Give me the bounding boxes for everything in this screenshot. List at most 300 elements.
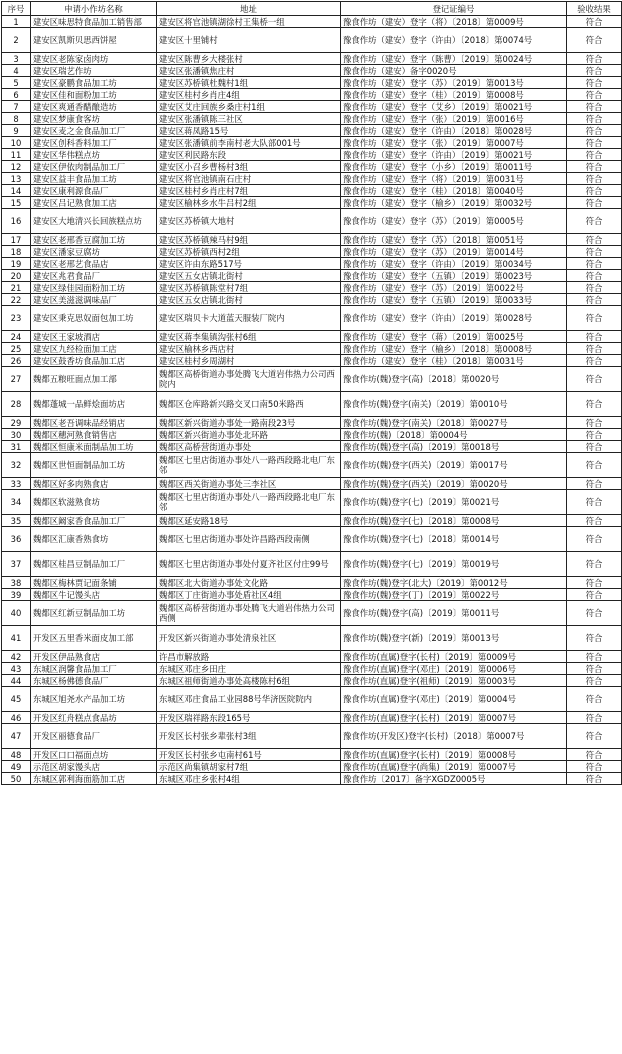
inspection-result: 符合 (567, 65, 622, 77)
workshop-address: 东城区邓庄乡田庄 (157, 663, 341, 675)
table-row (2, 478, 622, 490)
workshop-name: 魏都区穗河熟食销售店 (31, 429, 157, 441)
workshop-name: 开发区伊品熟食店 (31, 651, 157, 663)
row-number: 24 (2, 331, 31, 343)
workshop-address: 开发区长村张乡辈张村3组 (157, 724, 341, 749)
license-number: 豫食作坊(魏)登字(七)〔2018〕第0008号 (341, 515, 567, 527)
workshop-address: 魏都区新兴街道办事处北环路 (157, 429, 341, 441)
table-row (2, 149, 622, 161)
license-number: 豫食作坊(魏)登字(丁)〔2019〕第0022号 (341, 589, 567, 601)
table-row (2, 343, 622, 355)
row-number: 9 (2, 125, 31, 137)
workshop-address: 建安区将官池镇湖徐村王集桥一组 (157, 16, 341, 28)
row-number: 13 (2, 173, 31, 185)
table-row (2, 331, 622, 343)
workshop-name: 建安区美滋滋调味品厂 (31, 294, 157, 306)
table-row (2, 724, 622, 749)
workshop-name: 开发区五里香米面皮加工部 (31, 626, 157, 651)
row-number: 20 (2, 270, 31, 282)
license-number: 豫食作坊(直属)登字(尚集)〔2019〕第0007号 (341, 761, 567, 773)
inspection-result: 符合 (567, 749, 622, 761)
inspection-result: 符合 (567, 101, 622, 113)
table-row (2, 113, 622, 125)
row-number: 22 (2, 294, 31, 306)
row-number: 8 (2, 113, 31, 125)
workshop-name: 开发区丽德食品厂 (31, 724, 157, 749)
table-row (2, 663, 622, 675)
workshop-address: 建安区苏桥镇陈堂村7组 (157, 282, 341, 294)
workshop-name: 建安区兆君食品厂 (31, 270, 157, 282)
inspection-result: 符合 (567, 161, 622, 173)
workshop-name: 建安区老陈家卤肉坊 (31, 53, 157, 65)
row-number: 46 (2, 712, 31, 724)
license-number: 豫食作坊（建安）登字（将）〔2019〕第0031号 (341, 173, 567, 185)
workshop-name: 建安区潘家豆腐坊 (31, 246, 157, 258)
row-number: 37 (2, 552, 31, 577)
inspection-result: 符合 (567, 626, 622, 651)
workshop-name: 建安区鼓香坊食品加工店 (31, 355, 157, 367)
license-number: 豫食作坊(直属)登字(长村)〔2019〕第0009号 (341, 651, 567, 663)
workshop-name: 建安区绿佳园面粉加工坊 (31, 282, 157, 294)
row-number: 5 (2, 77, 31, 89)
license-number: 豫食作坊(魏)登字(西关)〔2019〕第0017号 (341, 453, 567, 478)
inspection-result: 符合 (567, 16, 622, 28)
table-row (2, 125, 622, 137)
license-number: 豫食作坊(魏)登字(南关)〔2019〕第0010号 (341, 392, 567, 417)
workshop-address: 建安区榆林乡水牛吕村2组 (157, 197, 341, 209)
workshop-name: 建安区益丰食品加工坊 (31, 173, 157, 185)
license-number: 豫食作坊(魏)登字(西关)〔2019〕第0020号 (341, 478, 567, 490)
table-row (2, 761, 622, 773)
row-number: 47 (2, 724, 31, 749)
inspection-result: 符合 (567, 173, 622, 185)
inspection-result: 符合 (567, 270, 622, 282)
workshop-name: 魏都区牛记馒头店 (31, 589, 157, 601)
row-number: 14 (2, 185, 31, 197)
row-number: 21 (2, 282, 31, 294)
row-number: 11 (2, 149, 31, 161)
table-row (2, 16, 622, 28)
workshop-name: 建安区秉克思奴面包加工坊 (31, 306, 157, 331)
license-number: 豫食作坊（建安）登字（艾乡）〔2019〕第0021号 (341, 101, 567, 113)
row-number: 25 (2, 343, 31, 355)
license-number: 豫食作坊（建安）登字（小乡）〔2019〕第0011号 (341, 161, 567, 173)
license-number: 豫食作坊(魏)登字(高)〔2019〕第0018号 (341, 441, 567, 453)
table-row (2, 687, 622, 712)
row-number: 34 (2, 490, 31, 515)
license-number: 豫食作坊(魏)〔2018〕第0004号 (341, 429, 567, 441)
row-number: 1 (2, 16, 31, 28)
table-row (2, 197, 622, 209)
workshop-name: 建安区王家坡酒店 (31, 331, 157, 343)
workshop-address: 建安区小召乡曹杨村3组 (157, 161, 341, 173)
table-row (2, 577, 622, 589)
row-number: 3 (2, 53, 31, 65)
license-number: 豫食作坊(直属)登字(长村)〔2019〕第0007号 (341, 712, 567, 724)
workshop-address: 魏都区仓库路新兴路交叉口南50米路西 (157, 392, 341, 417)
inspection-result: 符合 (567, 773, 622, 785)
inspection-result: 符合 (567, 258, 622, 270)
table-row (2, 306, 622, 331)
inspection-result: 符合 (567, 355, 622, 367)
workshop-name: 建安区豪鹏食品加工坊 (31, 77, 157, 89)
table-row (2, 651, 622, 663)
workshop-name: 魏都区阚家香食品加工厂 (31, 515, 157, 527)
workshop-address: 东城区邓庄食品工业园88号华济医院院内 (157, 687, 341, 712)
workshop-name: 魏都区老吾调味品经销店 (31, 417, 157, 429)
inspection-result: 符合 (567, 552, 622, 577)
license-number: 豫食作坊(直属)登字(长村)〔2019〕第0008号 (341, 749, 567, 761)
table-row (2, 527, 622, 552)
license-number: 豫食作坊（建安）登字（许由）〔2019〕第0034号 (341, 258, 567, 270)
table-body (2, 16, 622, 785)
row-number: 45 (2, 687, 31, 712)
workshop-address: 示范区尚集镇胡家村7组 (157, 761, 341, 773)
workshop-address: 建安区利民路东段 (157, 149, 341, 161)
license-number: 豫食作坊（建安）登字（许由）〔2019〕第0028号 (341, 306, 567, 331)
workshop-address: 魏都区高桥营街道办事处腾飞大道岩伟热力公司西侧 (157, 601, 341, 626)
workshop-name: 魏都蓬城一品鲜烩面坊店 (31, 392, 157, 417)
workshop-name: 建安区吕记熟食加工店 (31, 197, 157, 209)
table-row (2, 101, 622, 113)
row-number: 30 (2, 429, 31, 441)
inspection-result: 符合 (567, 724, 622, 749)
workshop-address: 建安区许由东路517号 (157, 258, 341, 270)
table-row (2, 246, 622, 258)
workshop-address: 东城区祖师街道办事处高楼陈村6组 (157, 675, 341, 687)
license-number: 豫食作坊（建安）登字（许由）〔2019〕第0021号 (341, 149, 567, 161)
table-row (2, 515, 622, 527)
inspection-result: 符合 (567, 331, 622, 343)
license-number: 豫食作坊（建安）登字（五镇）〔2019〕第0023号 (341, 270, 567, 282)
license-number: 豫食作坊（建安）登字（五镇）〔2019〕第0033号 (341, 294, 567, 306)
license-number: 豫食作坊（建安）登字（苏）〔2019〕第0005号 (341, 209, 567, 234)
workshop-address: 建安区十里铺村 (157, 28, 341, 53)
license-number: 豫食作坊(魏)登字(南关)〔2018〕第0027号 (341, 417, 567, 429)
workshop-name: 建安区爽通香醋酿造坊 (31, 101, 157, 113)
table-row (2, 429, 622, 441)
table-row (2, 258, 622, 270)
license-number: 豫食作坊(魏)登字(北大)〔2019〕第0012号 (341, 577, 567, 589)
table-row (2, 490, 622, 515)
license-number: 豫食作坊(魏)登字(新)〔2019〕第0013号 (341, 626, 567, 651)
license-number: 豫食作坊（建安）登字（许由）〔2018〕第0028号 (341, 125, 567, 137)
table-row (2, 137, 622, 149)
workshop-address: 东城区邓庄乡张村4组 (157, 773, 341, 785)
license-number: 豫食作坊（建安）登字（苏）〔2019〕第0014号 (341, 246, 567, 258)
table-row (2, 161, 622, 173)
header-license: 登记证编号 (341, 2, 567, 16)
workshop-address: 建安区艾庄回族乡桑庄村1组 (157, 101, 341, 113)
license-number: 豫食作坊（建安）登字（桂）〔2018〕第0031号 (341, 355, 567, 367)
table-row (2, 552, 622, 577)
table-row (2, 712, 622, 724)
workshop-address: 建安区苏桥镇西村2组 (157, 246, 341, 258)
license-number: 豫食作坊(魏)登字(七)〔2019〕第0019号 (341, 552, 567, 577)
inspection-result: 符合 (567, 197, 622, 209)
inspection-result: 符合 (567, 515, 622, 527)
inspection-result: 符合 (567, 185, 622, 197)
row-number: 40 (2, 601, 31, 626)
license-number: 豫食作坊（建安）登字（许由）〔2018〕第0074号 (341, 28, 567, 53)
row-number: 41 (2, 626, 31, 651)
table-row (2, 392, 622, 417)
workshop-name: 建安区佳和面粉加工坊 (31, 89, 157, 101)
row-number: 39 (2, 589, 31, 601)
row-number: 26 (2, 355, 31, 367)
table-row (2, 441, 622, 453)
row-number: 7 (2, 101, 31, 113)
inspection-result: 符合 (567, 113, 622, 125)
workshop-address: 建安区苏桥镇辣马村9组 (157, 234, 341, 246)
workshop-address: 魏都区延安路18号 (157, 515, 341, 527)
table-row (2, 367, 622, 392)
inspection-result: 符合 (567, 675, 622, 687)
table-row (2, 589, 622, 601)
table-row (2, 282, 622, 294)
license-number: 豫食作坊(魏)登字(七)〔2019〕第0021号 (341, 490, 567, 515)
row-number: 29 (2, 417, 31, 429)
workshop-address: 魏都区七里店街道办事处八一路西段路北电厂东邻 (157, 490, 341, 515)
inspection-result: 符合 (567, 478, 622, 490)
row-number: 15 (2, 197, 31, 209)
workshop-address: 建安区桂村乡肖庄村7组 (157, 185, 341, 197)
table-row (2, 773, 622, 785)
workshop-address: 建安区张潘镇前李南村老大队部001号 (157, 137, 341, 149)
row-number: 10 (2, 137, 31, 149)
license-number: 豫食作坊〔2017〕备字XGDZ0005号 (341, 773, 567, 785)
license-number: 豫食作坊（建安）登字（苏）〔2018〕第0051号 (341, 234, 567, 246)
row-number: 50 (2, 773, 31, 785)
license-number: 豫食作坊（建安）登字（榆乡）〔2018〕第0008号 (341, 343, 567, 355)
inspection-result: 符合 (567, 527, 622, 552)
row-number: 49 (2, 761, 31, 773)
inspection-result: 符合 (567, 651, 622, 663)
license-number: 豫食作坊(直属)登字(邓庄)〔2019〕第0004号 (341, 687, 567, 712)
license-number: 豫食作坊(直属)登字(邓庄)〔2019〕第0006号 (341, 663, 567, 675)
table-row (2, 355, 622, 367)
row-number: 38 (2, 577, 31, 589)
table-row (2, 209, 622, 234)
workshop-name: 示范区胡家馒头店 (31, 761, 157, 773)
workshop-address: 许昌市解放路 (157, 651, 341, 663)
workshop-address: 建安区瑞贝卡大道蓝天服装厂院内 (157, 306, 341, 331)
inspection-result: 符合 (567, 663, 622, 675)
inspection-result: 符合 (567, 429, 622, 441)
workshop-name: 建安区味思特食品加工销售部 (31, 16, 157, 28)
inspection-result: 符合 (567, 589, 622, 601)
workshop-address: 开发区新兴街道办事处清泉社区 (157, 626, 341, 651)
row-number: 44 (2, 675, 31, 687)
inspection-result: 符合 (567, 577, 622, 589)
license-number: 豫食作坊(开发区)登字(长村)〔2018〕第0007号 (341, 724, 567, 749)
row-number: 32 (2, 453, 31, 478)
workshop-address: 建安区五女店镇北街村 (157, 270, 341, 282)
table-row (2, 89, 622, 101)
row-number: 48 (2, 749, 31, 761)
workshop-address: 魏都区西关街道办事处三李社区 (157, 478, 341, 490)
workshop-name: 魏都区红新豆制品加工坊 (31, 601, 157, 626)
workshop-address: 建安区蒋凤路15号 (157, 125, 341, 137)
workshop-name: 建安区瑞艺作坊 (31, 65, 157, 77)
header-address: 地址 (157, 2, 341, 16)
table-row (2, 234, 622, 246)
workshop-address: 建安区五女店镇北街村 (157, 294, 341, 306)
inspection-result: 符合 (567, 209, 622, 234)
workshop-name: 魏都五粮旺面点加工部 (31, 367, 157, 392)
inspection-result: 符合 (567, 234, 622, 246)
inspection-result: 符合 (567, 149, 622, 161)
license-number: 豫食作坊(直属)登字(祖师)〔2019〕第0003号 (341, 675, 567, 687)
workshop-address: 建安区陈曹乡大楼张村 (157, 53, 341, 65)
license-number: 豫食作坊（建安）登字（蒋）〔2019〕第0025号 (341, 331, 567, 343)
row-number: 6 (2, 89, 31, 101)
workshop-name: 开发区红舟糕点食品坊 (31, 712, 157, 724)
workshop-name: 建安区创科香料加工厂 (31, 137, 157, 149)
row-number: 33 (2, 478, 31, 490)
license-number: 豫食作坊（建安）登字（榆乡）〔2019〕第0032号 (341, 197, 567, 209)
workshop-address: 开发区长村张乡屯南村61号 (157, 749, 341, 761)
inspection-result: 符合 (567, 28, 622, 53)
workshop-address: 建安区桂村乡肖庄4组 (157, 89, 341, 101)
workshop-address: 魏都区新兴街道办事处一路南段23号 (157, 417, 341, 429)
inspection-result: 符合 (567, 601, 622, 626)
license-number: 豫食作坊（建安）登字（陈曹）〔2019〕第0024号 (341, 53, 567, 65)
table-row (2, 626, 622, 651)
inspection-result: 符合 (567, 137, 622, 149)
inspection-result: 符合 (567, 712, 622, 724)
license-number: 豫食作坊（建安）登字（苏）〔2019〕第0022号 (341, 282, 567, 294)
workshop-address: 魏都区高桥街道办事处腾飞大道岩伟热力公司西院内 (157, 367, 341, 392)
row-number: 42 (2, 651, 31, 663)
table-row (2, 173, 622, 185)
workshop-name: 建安区九经检面加工店 (31, 343, 157, 355)
table-row (2, 749, 622, 761)
table-row (2, 294, 622, 306)
row-number: 19 (2, 258, 31, 270)
row-number: 31 (2, 441, 31, 453)
workshop-name: 建安区华伟糕点坊 (31, 149, 157, 161)
inspection-result: 符合 (567, 53, 622, 65)
workshop-name: 建安区伊依肉制品加工厂 (31, 161, 157, 173)
inspection-result: 符合 (567, 282, 622, 294)
row-number: 4 (2, 65, 31, 77)
workshop-name: 魏都区软滋熟食坊 (31, 490, 157, 515)
inspection-result: 符合 (567, 125, 622, 137)
workshop-name: 建安区老邢艺食品店 (31, 258, 157, 270)
workshop-name: 东城区郭利海面筋加工店 (31, 773, 157, 785)
workshop-address: 开发区瑞祥路东段165号 (157, 712, 341, 724)
workshop-name: 开发区口口福面点坊 (31, 749, 157, 761)
row-number: 2 (2, 28, 31, 53)
table-row (2, 601, 622, 626)
row-number: 18 (2, 246, 31, 258)
table-row (2, 77, 622, 89)
inspection-result: 符合 (567, 441, 622, 453)
table-row (2, 270, 622, 282)
row-number: 28 (2, 392, 31, 417)
workshop-name: 建安区康利源食品厂 (31, 185, 157, 197)
inspection-result: 符合 (567, 89, 622, 101)
inspection-result: 符合 (567, 687, 622, 712)
workshop-address: 建安区将官池镇南石庄村 (157, 173, 341, 185)
workshop-address: 魏都区七里店街道办事处八一路西段路北电厂东邻 (157, 453, 341, 478)
workshop-name: 魏都区汇康香熟食坊 (31, 527, 157, 552)
license-number: 豫食作坊（建安）登字（桂）〔2019〕第0008号 (341, 89, 567, 101)
table-row (2, 53, 622, 65)
workshop-name: 建安区梦康食客坊 (31, 113, 157, 125)
workshop-name: 魏都区好多肉熟食店 (31, 478, 157, 490)
table-header-row (2, 2, 622, 16)
license-number: 豫食作坊（建安）备字0020号 (341, 65, 567, 77)
row-number: 12 (2, 161, 31, 173)
inspection-result: 符合 (567, 761, 622, 773)
header-name: 申请小作坊名称 (31, 2, 157, 16)
license-number: 豫食作坊（建安）登字（苏）〔2019〕第0013号 (341, 77, 567, 89)
inspection-result: 符合 (567, 453, 622, 478)
workshop-name: 建安区麦之金食品加工厂 (31, 125, 157, 137)
inspection-result: 符合 (567, 343, 622, 355)
table-row (2, 185, 622, 197)
workshop-name: 魏都区桂昌豆制品加工厂 (31, 552, 157, 577)
table-row (2, 453, 622, 478)
inspection-result: 符合 (567, 490, 622, 515)
inspection-result: 符合 (567, 294, 622, 306)
inspection-result: 符合 (567, 246, 622, 258)
workshop-address: 建安区张潘镇焦庄村 (157, 65, 341, 77)
header-result: 验收结果 (567, 2, 622, 16)
workshop-name: 建安区大地清兴长回族糕点坊 (31, 209, 157, 234)
inspection-result: 符合 (567, 392, 622, 417)
inspection-result: 符合 (567, 367, 622, 392)
workshop-address: 建安区张潘镇陈三社区 (157, 113, 341, 125)
inspection-result: 符合 (567, 77, 622, 89)
license-number: 豫食作坊(魏)登字(七)〔2018〕第0014号 (341, 527, 567, 552)
license-number: 豫食作坊（建安）登字（桂）〔2018〕第0040号 (341, 185, 567, 197)
table-row (2, 675, 622, 687)
workshop-address: 建安区桂村乡周湖村 (157, 355, 341, 367)
workshop-address: 魏都区高桥营街道办事处 (157, 441, 341, 453)
workshop-address: 魏都区七里店街道办事处付夏齐社区付庄99号 (157, 552, 341, 577)
workshop-address: 建安区蒋李集镇沟张村6组 (157, 331, 341, 343)
row-number: 16 (2, 209, 31, 234)
inspection-result: 符合 (567, 417, 622, 429)
workshop-address: 建安区苏桥镇大地村 (157, 209, 341, 234)
license-number: 豫食作坊（建安）登字（将）〔2018〕第0009号 (341, 16, 567, 28)
license-number: 豫食作坊（建安）登字（张）〔2019〕第0016号 (341, 113, 567, 125)
workshop-name: 魏都区恒康米面制品加工坊 (31, 441, 157, 453)
workshop-name: 东城区杨佛德食品厂 (31, 675, 157, 687)
inspection-result: 符合 (567, 306, 622, 331)
table-row (2, 28, 622, 53)
workshop-name: 建安区凯斯贝思西饼屋 (31, 28, 157, 53)
row-number: 35 (2, 515, 31, 527)
row-number: 23 (2, 306, 31, 331)
workshop-name: 魏都区梅林贾记面条铺 (31, 577, 157, 589)
workshop-name: 魏都区世恒面制品加工坊 (31, 453, 157, 478)
row-number: 27 (2, 367, 31, 392)
workshop-address: 魏都区北大街道办事处文化路 (157, 577, 341, 589)
row-number: 17 (2, 234, 31, 246)
table-row (2, 417, 622, 429)
header-no: 序号 (2, 2, 31, 16)
workshop-address: 魏都区丁庄街道办事处盾社区4组 (157, 589, 341, 601)
inspection-table (1, 1, 622, 785)
workshop-name: 东城区润馨食品加工厂 (31, 663, 157, 675)
row-number: 43 (2, 663, 31, 675)
workshop-address: 建安区榆林乡西店村 (157, 343, 341, 355)
license-number: 豫食作坊（建安）登字（张）〔2019〕第0007号 (341, 137, 567, 149)
